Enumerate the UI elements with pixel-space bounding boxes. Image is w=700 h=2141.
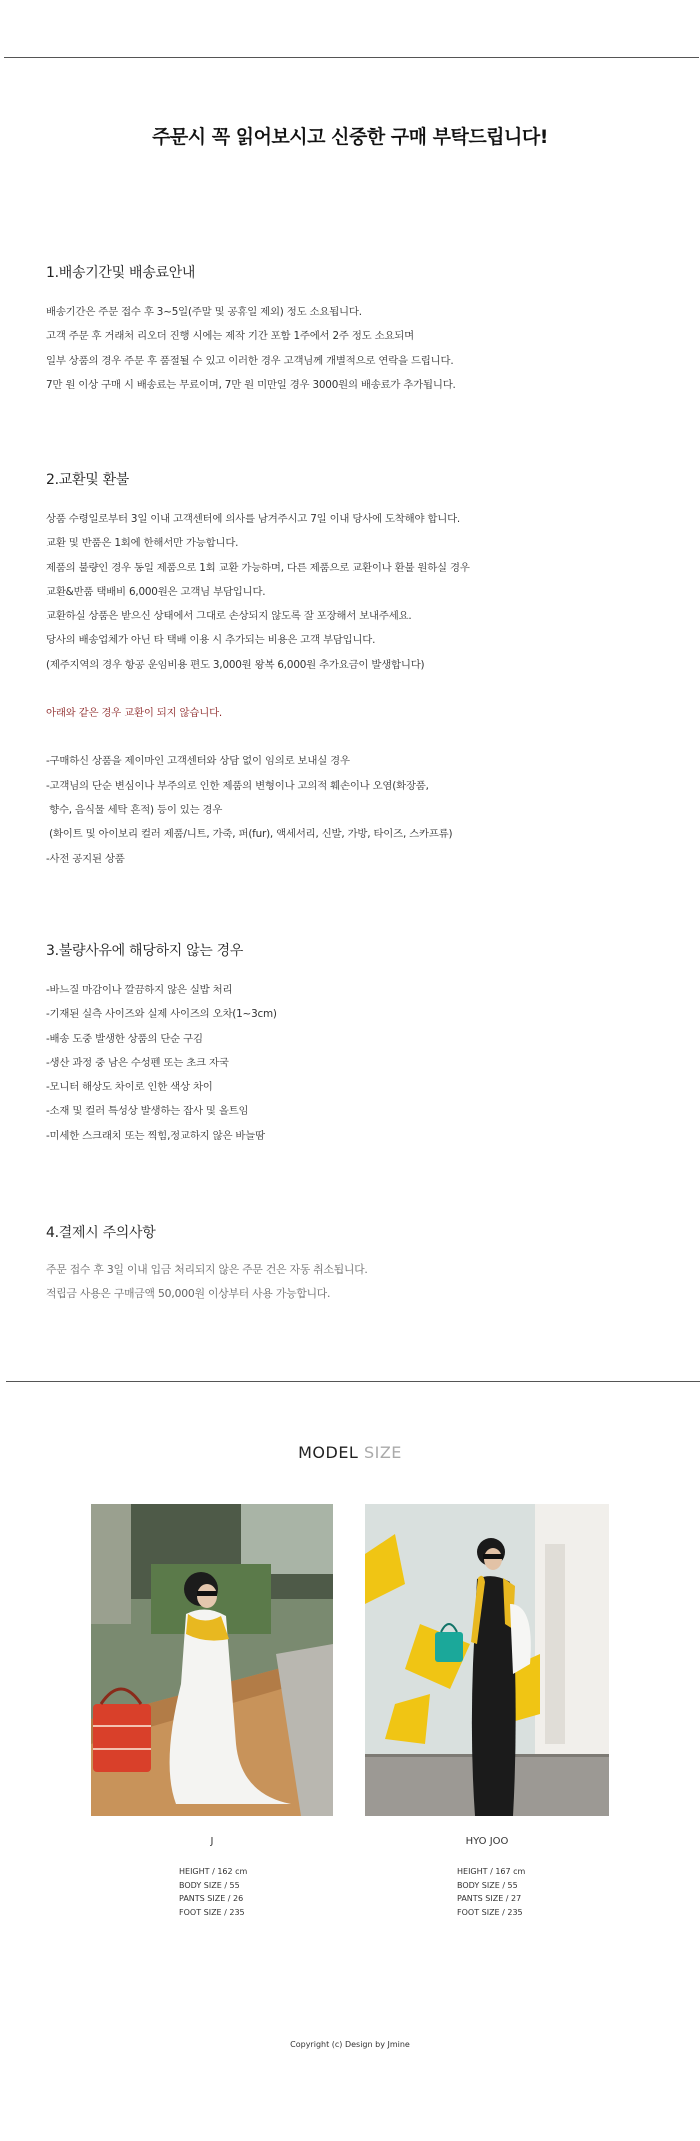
- section-line: -소재 및 컬러 특성상 발생하는 잡사 및 올트임: [46, 1105, 249, 1118]
- model-name: J: [210, 1836, 214, 1847]
- section-line: -모니터 해상도 차이로 인한 색상 차이: [46, 1081, 213, 1094]
- exception-line: -사전 공지된 상품: [46, 852, 125, 865]
- non-defect-section: [46, 940, 666, 1148]
- model-spec-line: FOOT SIZE / 235: [179, 1907, 245, 1917]
- section-line: 7만 원 이상 구매 시 배송료는 무료이며, 7만 원 미만일 경우 3000원의 배송료가 추가됩니다.: [46, 378, 456, 391]
- model-spec-line: BODY SIZE / 55: [179, 1880, 240, 1890]
- model-spec-line: PANTS SIZE / 26: [179, 1894, 244, 1903]
- top-divider: [4, 57, 699, 58]
- section-title: 4.결제시 주의사항: [46, 1225, 156, 1241]
- model-name: HYO JOO: [465, 1836, 509, 1847]
- section-line: -생산 과정 중 남은 수성펜 또는 초크 자국: [46, 1056, 229, 1069]
- exchange-refund-section: [46, 469, 666, 871]
- model-spec-line: FOOT SIZE / 235: [457, 1907, 523, 1917]
- model-title-sub: SIZE: [363, 1443, 402, 1462]
- model-size-title: [0, 1443, 700, 1462]
- section-line: 교환하실 상품은 받으신 상태에서 그대로 손상되지 않도록 잘 포장해서 보내주세요.: [46, 610, 412, 623]
- section-line: -배송 도중 발생한 상품의 단순 구김: [46, 1032, 203, 1045]
- exception-line: (화이트 및 아이보리 컬러 제품/니트, 가죽, 퍼(fur), 액세서리, 신발, 가방, 타이즈, 스카프류): [46, 828, 453, 841]
- model-spec-line: BODY SIZE / 55: [457, 1880, 518, 1890]
- section-line: 일부 상품의 경우 주문 후 품절될 수 있고 이러한 경우 고객님께 개별적으로 연락을 드립니다.: [46, 354, 454, 367]
- exception-line: 향수, 음식물 세탁 흔적) 등이 있는 경우: [46, 803, 223, 816]
- page-headline: 주문시 꼭 읽어보시고 신중한 구매 부탁드립니다!: [152, 126, 548, 148]
- section-line: 교환&반품 택배비 6,000원은 고객님 부담입니다.: [46, 585, 266, 598]
- model-specs: [179, 1865, 247, 1919]
- model-spec-line: HEIGHT / 167 cm: [457, 1867, 526, 1876]
- section-line: 고객 주문 후 거래처 리오더 진행 시에는 제작 기간 포함 1주에서 2주 정도 소요되며: [46, 330, 414, 343]
- section-title: 2.교환및 환불: [46, 472, 130, 488]
- section-line: (제주지역의 경우 항공 운임비용 편도 3,000원 왕복 6,000원 추가요금이 발생합니다): [46, 658, 425, 671]
- section-line: -미세한 스크래치 또는 찍힘,정교하지 않은 바늘땀: [46, 1129, 265, 1142]
- exception-line: -고객님의 단순 변심이나 부주의로 인한 제품의 변형이나 고의적 훼손이나 오염(화장품,: [46, 779, 429, 792]
- shipping-section: [46, 262, 666, 397]
- model-photo-hyo-joo: [365, 1504, 609, 1816]
- section-title: 3.불량사유에 해당하지 않는 경우: [46, 943, 244, 959]
- payment-section: [46, 1222, 666, 1307]
- middle-divider: [6, 1381, 700, 1382]
- section-line: 주문 접수 후 3일 이내 입금 처리되지 않은 주문 건은 자동 취소됩니다.: [46, 1263, 368, 1276]
- section-line: 상품 수령일로부터 3일 이내 고객센터에 의사를 남겨주시고 7일 이내 당사에 도착해야 합니다.: [46, 513, 461, 525]
- model-title-main: MODEL: [298, 1443, 359, 1462]
- section-line: 제품의 불량인 경우 동일 제품으로 1회 교환 가능하며, 다른 제품으로 교환이나 환불 원하실 경우: [46, 561, 470, 574]
- model-photo-j: [91, 1504, 333, 1816]
- section-line: 교환 및 반품은 1회에 한해서만 가능합니다.: [46, 537, 239, 550]
- section-line: 배송기간은 주문 접수 후 3~5일(주말 및 공휴일 제외) 정도 소요됩니다.: [46, 306, 362, 318]
- model-spec-line: PANTS SIZE / 27: [457, 1894, 522, 1903]
- no-exchange-notice: 아래와 같은 경우 교환이 되지 않습니다.: [46, 707, 223, 720]
- section-line: 당사의 배송업체가 아닌 타 택배 이용 시 추가되는 비용은 고객 부담입니다.: [46, 634, 376, 647]
- model-spec-line: HEIGHT / 162 cm: [179, 1867, 248, 1876]
- section-line: -기재된 실측 사이즈와 실제 사이즈의 오차(1~3cm): [46, 1008, 277, 1021]
- copyright-text: Copyright (c) Design by Jmine: [290, 2040, 410, 2049]
- section-line: 적립금 사용은 구매금액 50,000원 이상부터 사용 가능합니다.: [46, 1287, 331, 1301]
- exception-line: -구매하신 상품을 제이마인 고객센터와 상담 없이 임의로 보내실 경우: [46, 755, 350, 768]
- section-title: 1.배송기간및 배송료안내: [46, 265, 196, 281]
- model-specs: [457, 1865, 525, 1919]
- section-line: -바느질 마감이나 깔끔하지 않은 실밥 처리: [46, 984, 233, 996]
